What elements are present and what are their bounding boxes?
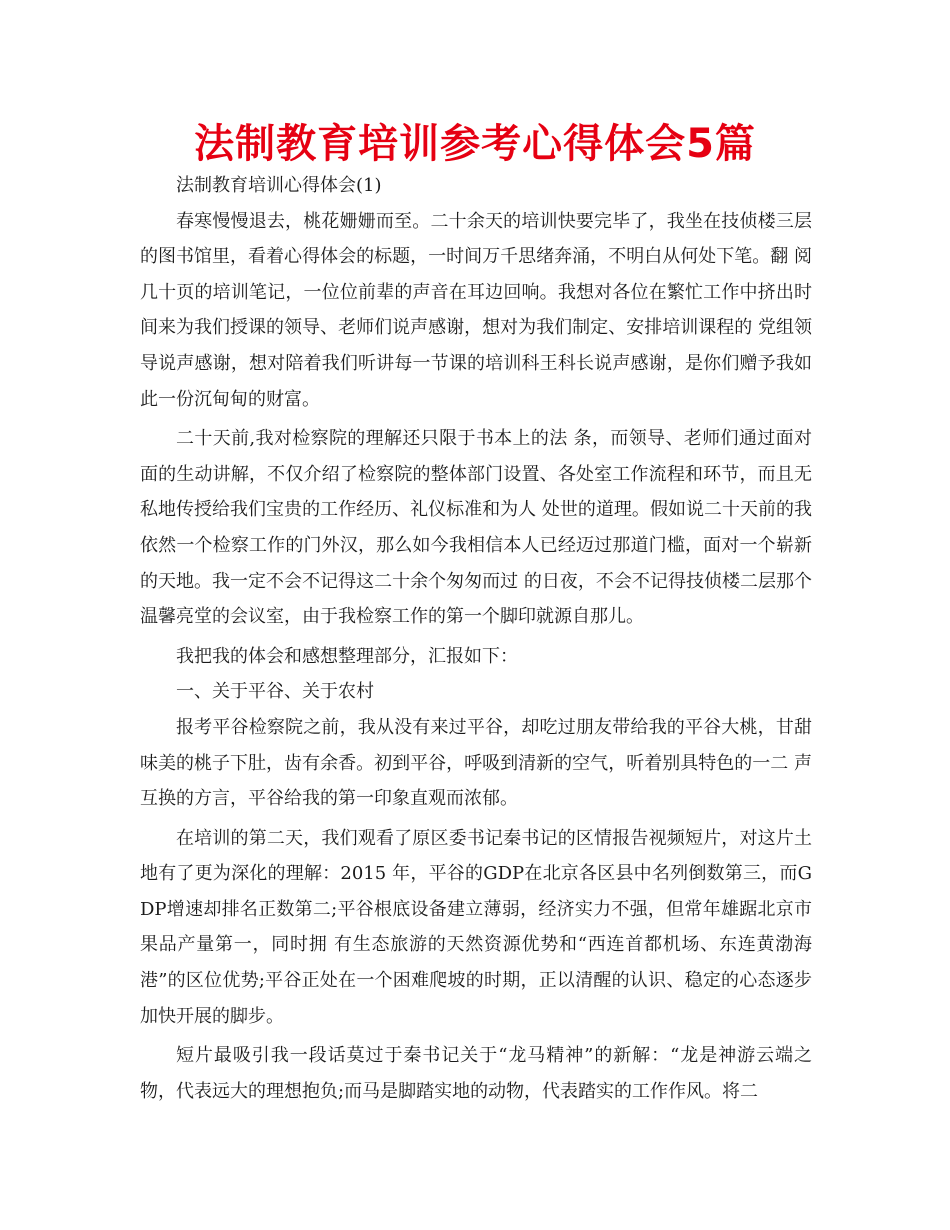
- section-heading: 法制教育培训心得体会(1): [176, 175, 382, 196]
- section-heading: 一、关于平谷、关于农村: [176, 681, 374, 703]
- paragraph: 在培训的第二天，我们观看了原区委书记秦书记的区情报告视频短片，对这片土地有了更为深化的理解：2015 年，平谷的GDP在北京各区县中名列倒数第三，而GDP增速却排名正数第二;平谷根底设备建立薄弱，经济实力不强，但常年雄踞北京市果品产量第一，同时拥 有生态旅游的天然资源优势和“西连首都机场、东连黄渤海港”的区位优势;平谷正处在一个困难爬坡的时期，正以清醒的认识、稳定的心态逐步加快开展的脚步。: [140, 827, 812, 1027]
- paragraph: 报考平谷检察院之前，我从没有来过平谷，却吃过朋友带给我的平谷大桃，甘甜味美的桃子下肚，齿有余香。初到平谷，呼吸到清新的空气，听着别具特色的一二 声互换的方言，平谷给我的第一印象直观而浓郁。: [140, 716, 812, 810]
- paragraph: 我把我的体会和感想整理部分，汇报如下：: [176, 645, 518, 667]
- document-body: [140, 168, 812, 1113]
- document-title: 法制教育培训参考心得体会5篇: [194, 121, 756, 167]
- paragraph: 二十天前,我对检察院的理解还只限于书本上的法 条，而领导、老师们通过面对面的生动讲解，不仅介绍了检察院的整体部门设置、各处室工作流程和环节，而且无私地传授给我们宝贵的工作经历、礼仪标准和为人 处世的道理。假如说二十天前的我依然一个检察工作的门外汉，那么如今我相信本人已经迈过那道门槛，面对一个崭新的天地。我一定不会不记得这二十余个匆匆而过 的日夜，不会不记得技侦楼二层那个温馨亮堂的会议室，由于我检察工作的第一个脚印就源自那儿。: [140, 428, 812, 628]
- paragraph: 短片最吸引我一段话莫过于秦书记关于“龙马精神”的新解：“龙是神游云端之物，代表远大的理想抱负;而马是脚踏实地的动物，代表踏实的工作作风。将二: [140, 1045, 812, 1102]
- paragraph: 春寒慢慢退去，桃花姗姗而至。二十余天的培训快要完毕了，我坐在技侦楼三层的图书馆里，看着心得体会的标题，一时间万千思绪奔涌，不明白从何处下笔。翻 阅几十页的培训笔记，一位位前辈的声音在耳边回响。我想对各位在繁忙工作中挤出时间来为我们授课的领导、老师们说声感谢，想对为我们制定、安排培训课程的 党组领导说声感谢，想对陪着我们听讲每一节课的培训科王科长说声感谢，是你们赠予我如此一份沉甸甸的财富。: [140, 210, 812, 410]
